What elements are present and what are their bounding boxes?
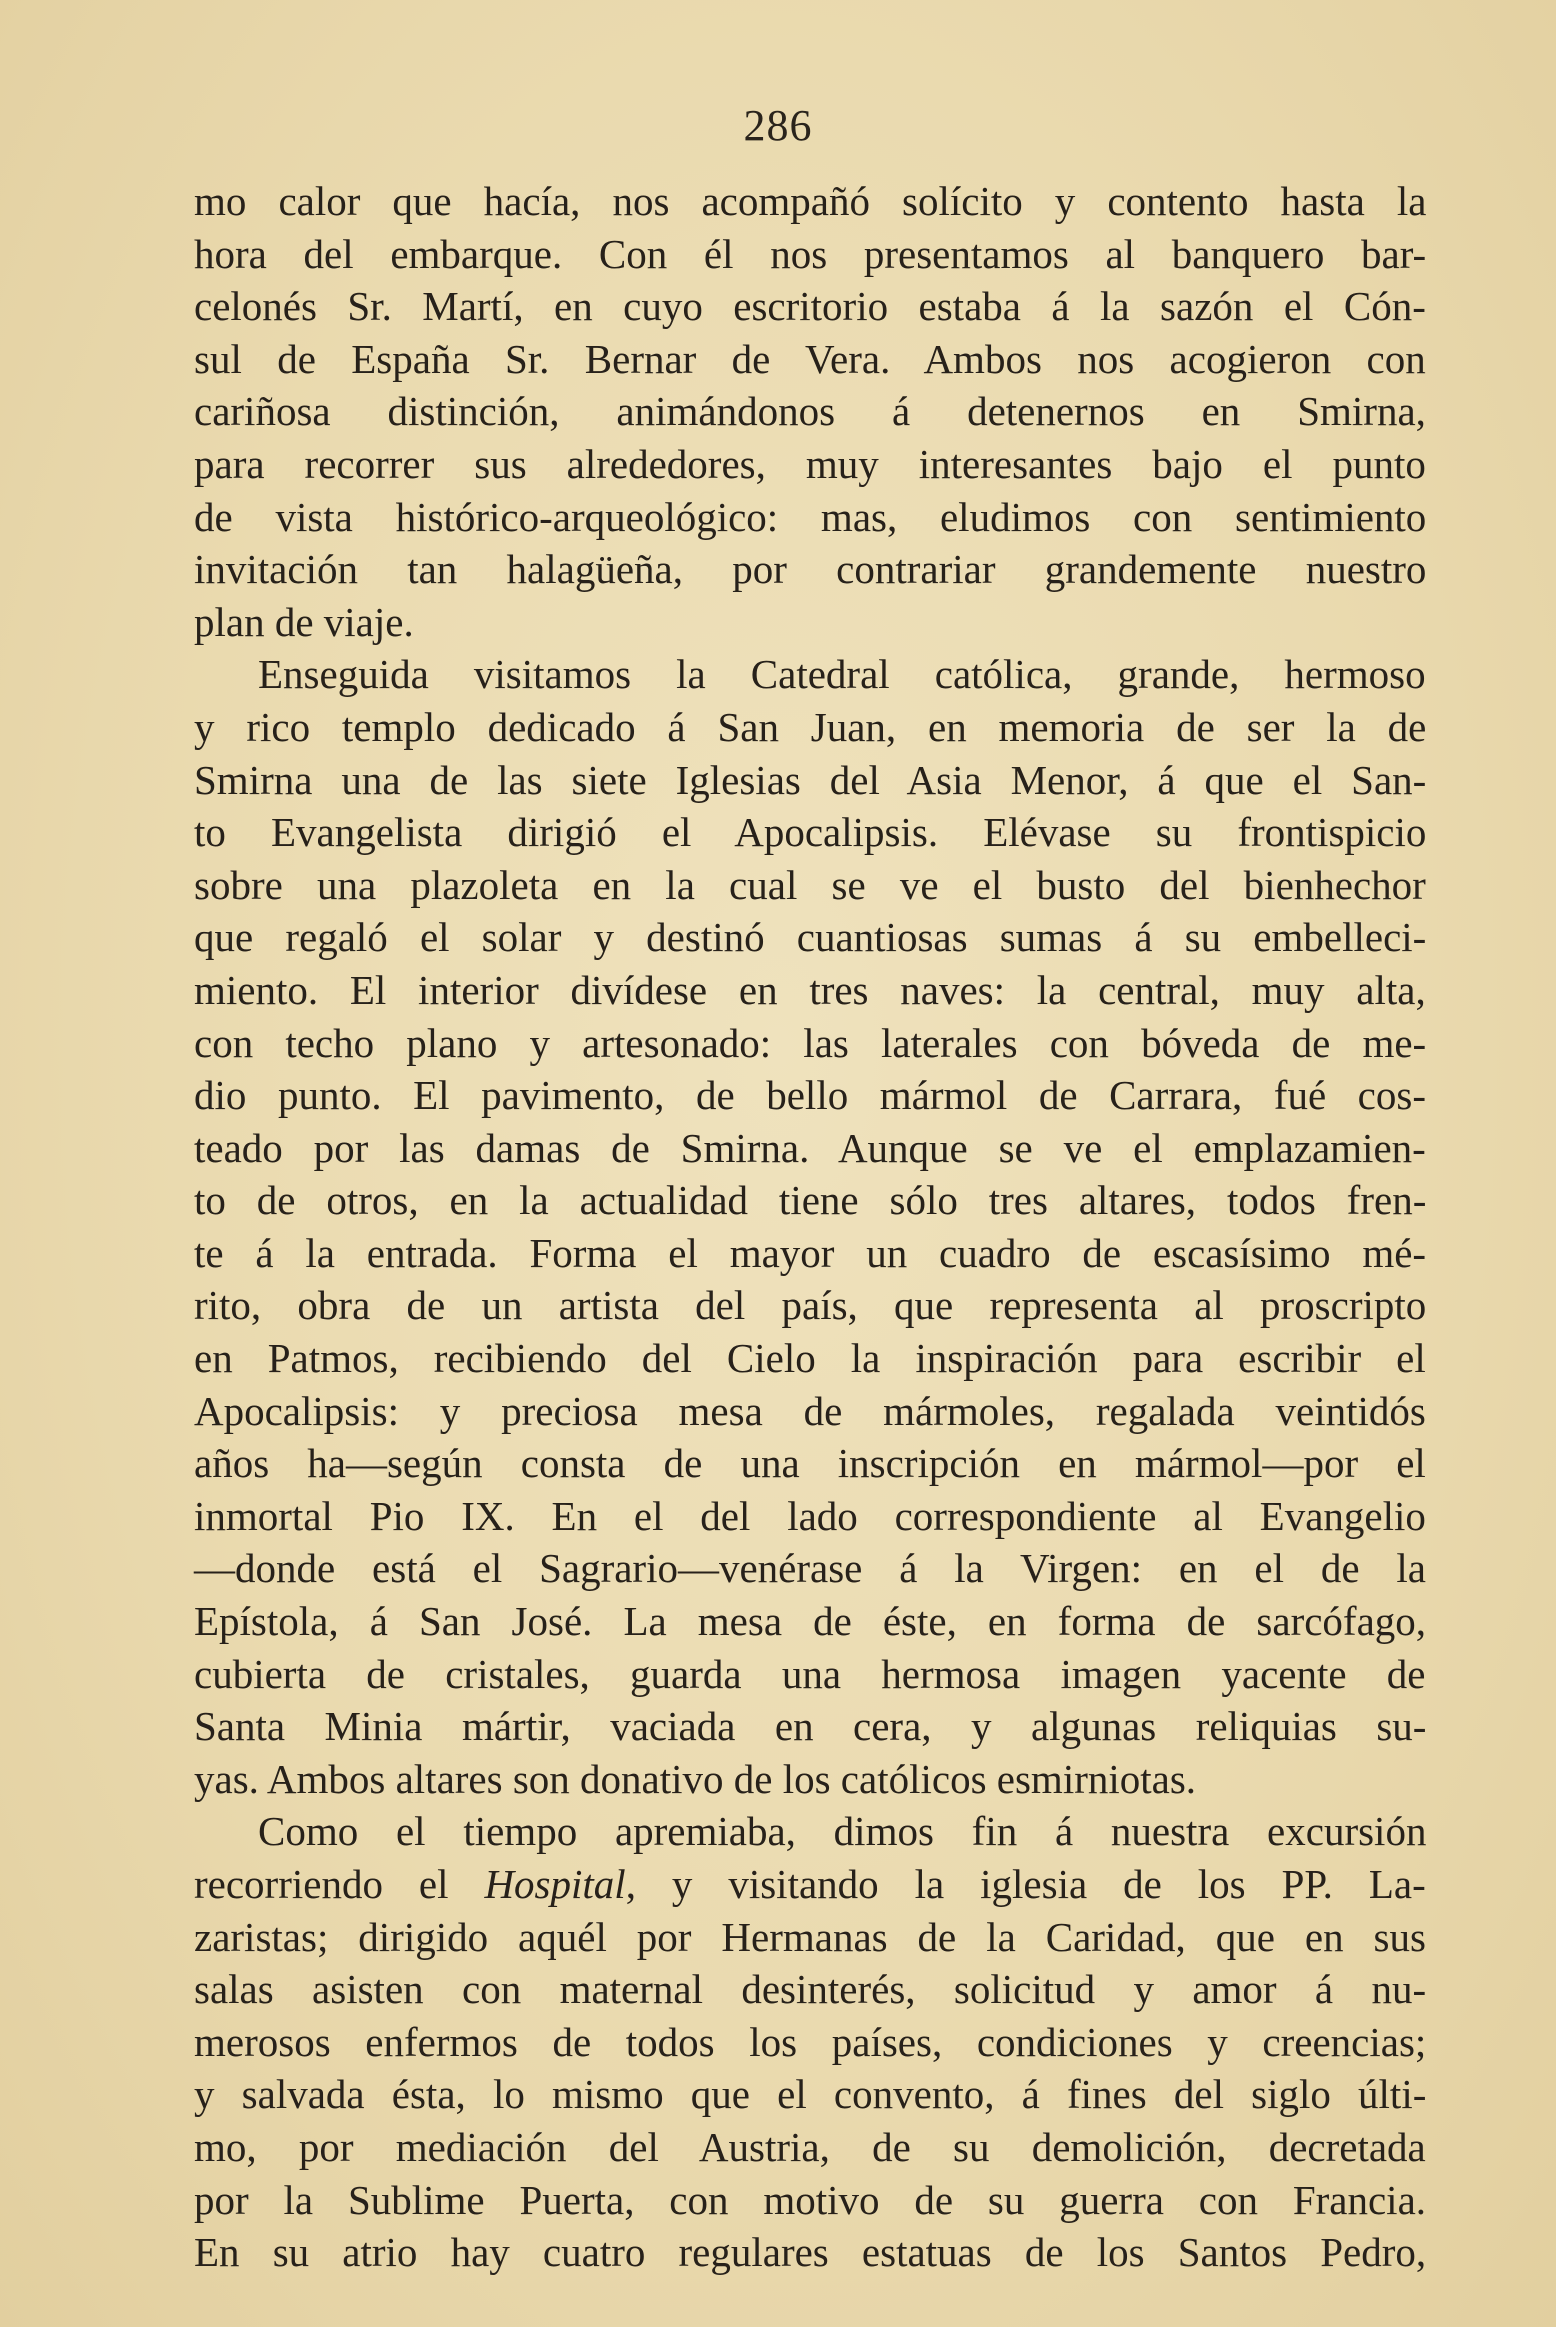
text-line: y salvada ésta, lo mismo que el convento, á fines del siglo últi-: [194, 2071, 1427, 2118]
text-line: por la Sublime Puerta, con motivo de su guerra con Francia.: [194, 2176, 1427, 2223]
text-segment: , y visitando la iglesia de los PP. La-: [625, 1861, 1426, 1907]
text-line: to de otros, en la actualidad tiene sólo tres altares, todos fren-: [194, 1177, 1427, 1224]
text-line: zaristas; dirigido aquél por Hermanas de la Caridad, que en sus: [194, 1913, 1426, 1960]
page-number: 286: [743, 101, 813, 150]
text-line: invitación tan halagüeña, por contrariar grandemente nuestro: [194, 546, 1427, 593]
italic-word-hospital: Hospital: [484, 1861, 626, 1907]
text-line: rito, obra de un artista del país, que representa al proscripto: [194, 1282, 1427, 1329]
text-line: que regaló el solar y destinó cuantiosas sumas á su embelleci-: [194, 914, 1427, 961]
text-line: Santa Minia mártir, vaciada en cera, y algunas reliquias su-: [194, 1703, 1427, 1750]
text-line: celonés Sr. Martí, en cuyo escritorio estaba á la sazón el Cón-: [194, 283, 1426, 330]
text-line: Apocalipsis: y preciosa mesa de mármoles, regalada veintidós: [194, 1387, 1426, 1434]
text-line: inmortal Pio IX. En el del lado correspondiente al Evangelio: [194, 1492, 1426, 1539]
text-line-with-italic: [194, 1858, 1426, 1911]
text-line: sul de España Sr. Bernar de Vera. Ambos nos acogieron con: [194, 335, 1426, 382]
body-text: [194, 175, 1426, 2279]
text-line: salas asisten con maternal desinterés, solicitud y amor á nu-: [194, 1966, 1427, 2013]
text-line: En su atrio hay cuatro regulares estatuas de los Santos Pedro,: [194, 2229, 1427, 2276]
text-line-paragraph-end: plan de viaje.: [194, 598, 414, 645]
text-line: mo, por mediación del Austria, de su demolición, decretada: [194, 2123, 1426, 2170]
text-line: hora del embarque. Con él nos presentamos al banquero bar-: [194, 230, 1427, 277]
text-line: dio punto. El pavimento, de bello mármol de Carrara, fué cos-: [194, 1072, 1426, 1119]
text-line: de vista histórico-arqueológico: mas, eludimos con sentimiento: [194, 493, 1427, 540]
text-line: miento. El interior divídese en tres naves: la central, muy alta,: [194, 966, 1426, 1013]
text-line: cubierta de cristales, guarda una hermosa imagen yacente de: [194, 1650, 1426, 1697]
text-line: cariñosa distinción, animándonos á detenernos en Smirna,: [194, 388, 1426, 435]
text-line: años ha—según consta de una inscripción en mármol—por el: [194, 1440, 1426, 1487]
text-segment: recorriendo el: [194, 1861, 485, 1907]
text-line: —donde está el Sagrario—venérase á la Virgen: en el de la: [194, 1545, 1426, 1592]
text-line: to Evangelista dirigió el Apocalipsis. Elévase su frontispicio: [194, 809, 1427, 856]
text-line: mo calor que hacía, nos acompañó solícito y contento hasta la: [194, 178, 1427, 224]
text-line: teado por las damas de Smirna. Aunque se ve el emplazamien-: [194, 1124, 1426, 1171]
text-line: merosos enfermos de todos los países, condiciones y creencias;: [194, 2018, 1427, 2065]
text-line: sobre una plazoleta en la cual se ve el busto del bienhechor: [194, 861, 1426, 908]
text-line: en Patmos, recibiendo del Cielo la inspiración para escribir el: [194, 1335, 1426, 1382]
text-line: Smirna una de las siete Iglesias del Asia Menor, á que el San-: [194, 756, 1427, 803]
text-line: te á la entrada. Forma el mayor un cuadro de escasísimo mé-: [194, 1229, 1427, 1276]
text-line: Epístola, á San José. La mesa de éste, en forma de sarcófago,: [194, 1598, 1427, 1645]
text-line: y rico templo dedicado á San Juan, en memoria de ser la de: [194, 703, 1427, 750]
text-line-paragraph-start: Como el tiempo apremiaba, dimos fin á nuestra excursión: [258, 1808, 1427, 1855]
text-line-paragraph-start: Enseguida visitamos la Catedral católica, grande, hermoso: [258, 651, 1426, 698]
text-line-paragraph-end: yas. Ambos altares son donativo de los católicos esmirniotas.: [194, 1755, 1197, 1802]
text-line: con techo plano y artesonado: las laterales con bóveda de me-: [194, 1019, 1427, 1066]
text-line: para recorrer sus alrededores, muy interesantes bajo el punto: [194, 440, 1426, 487]
